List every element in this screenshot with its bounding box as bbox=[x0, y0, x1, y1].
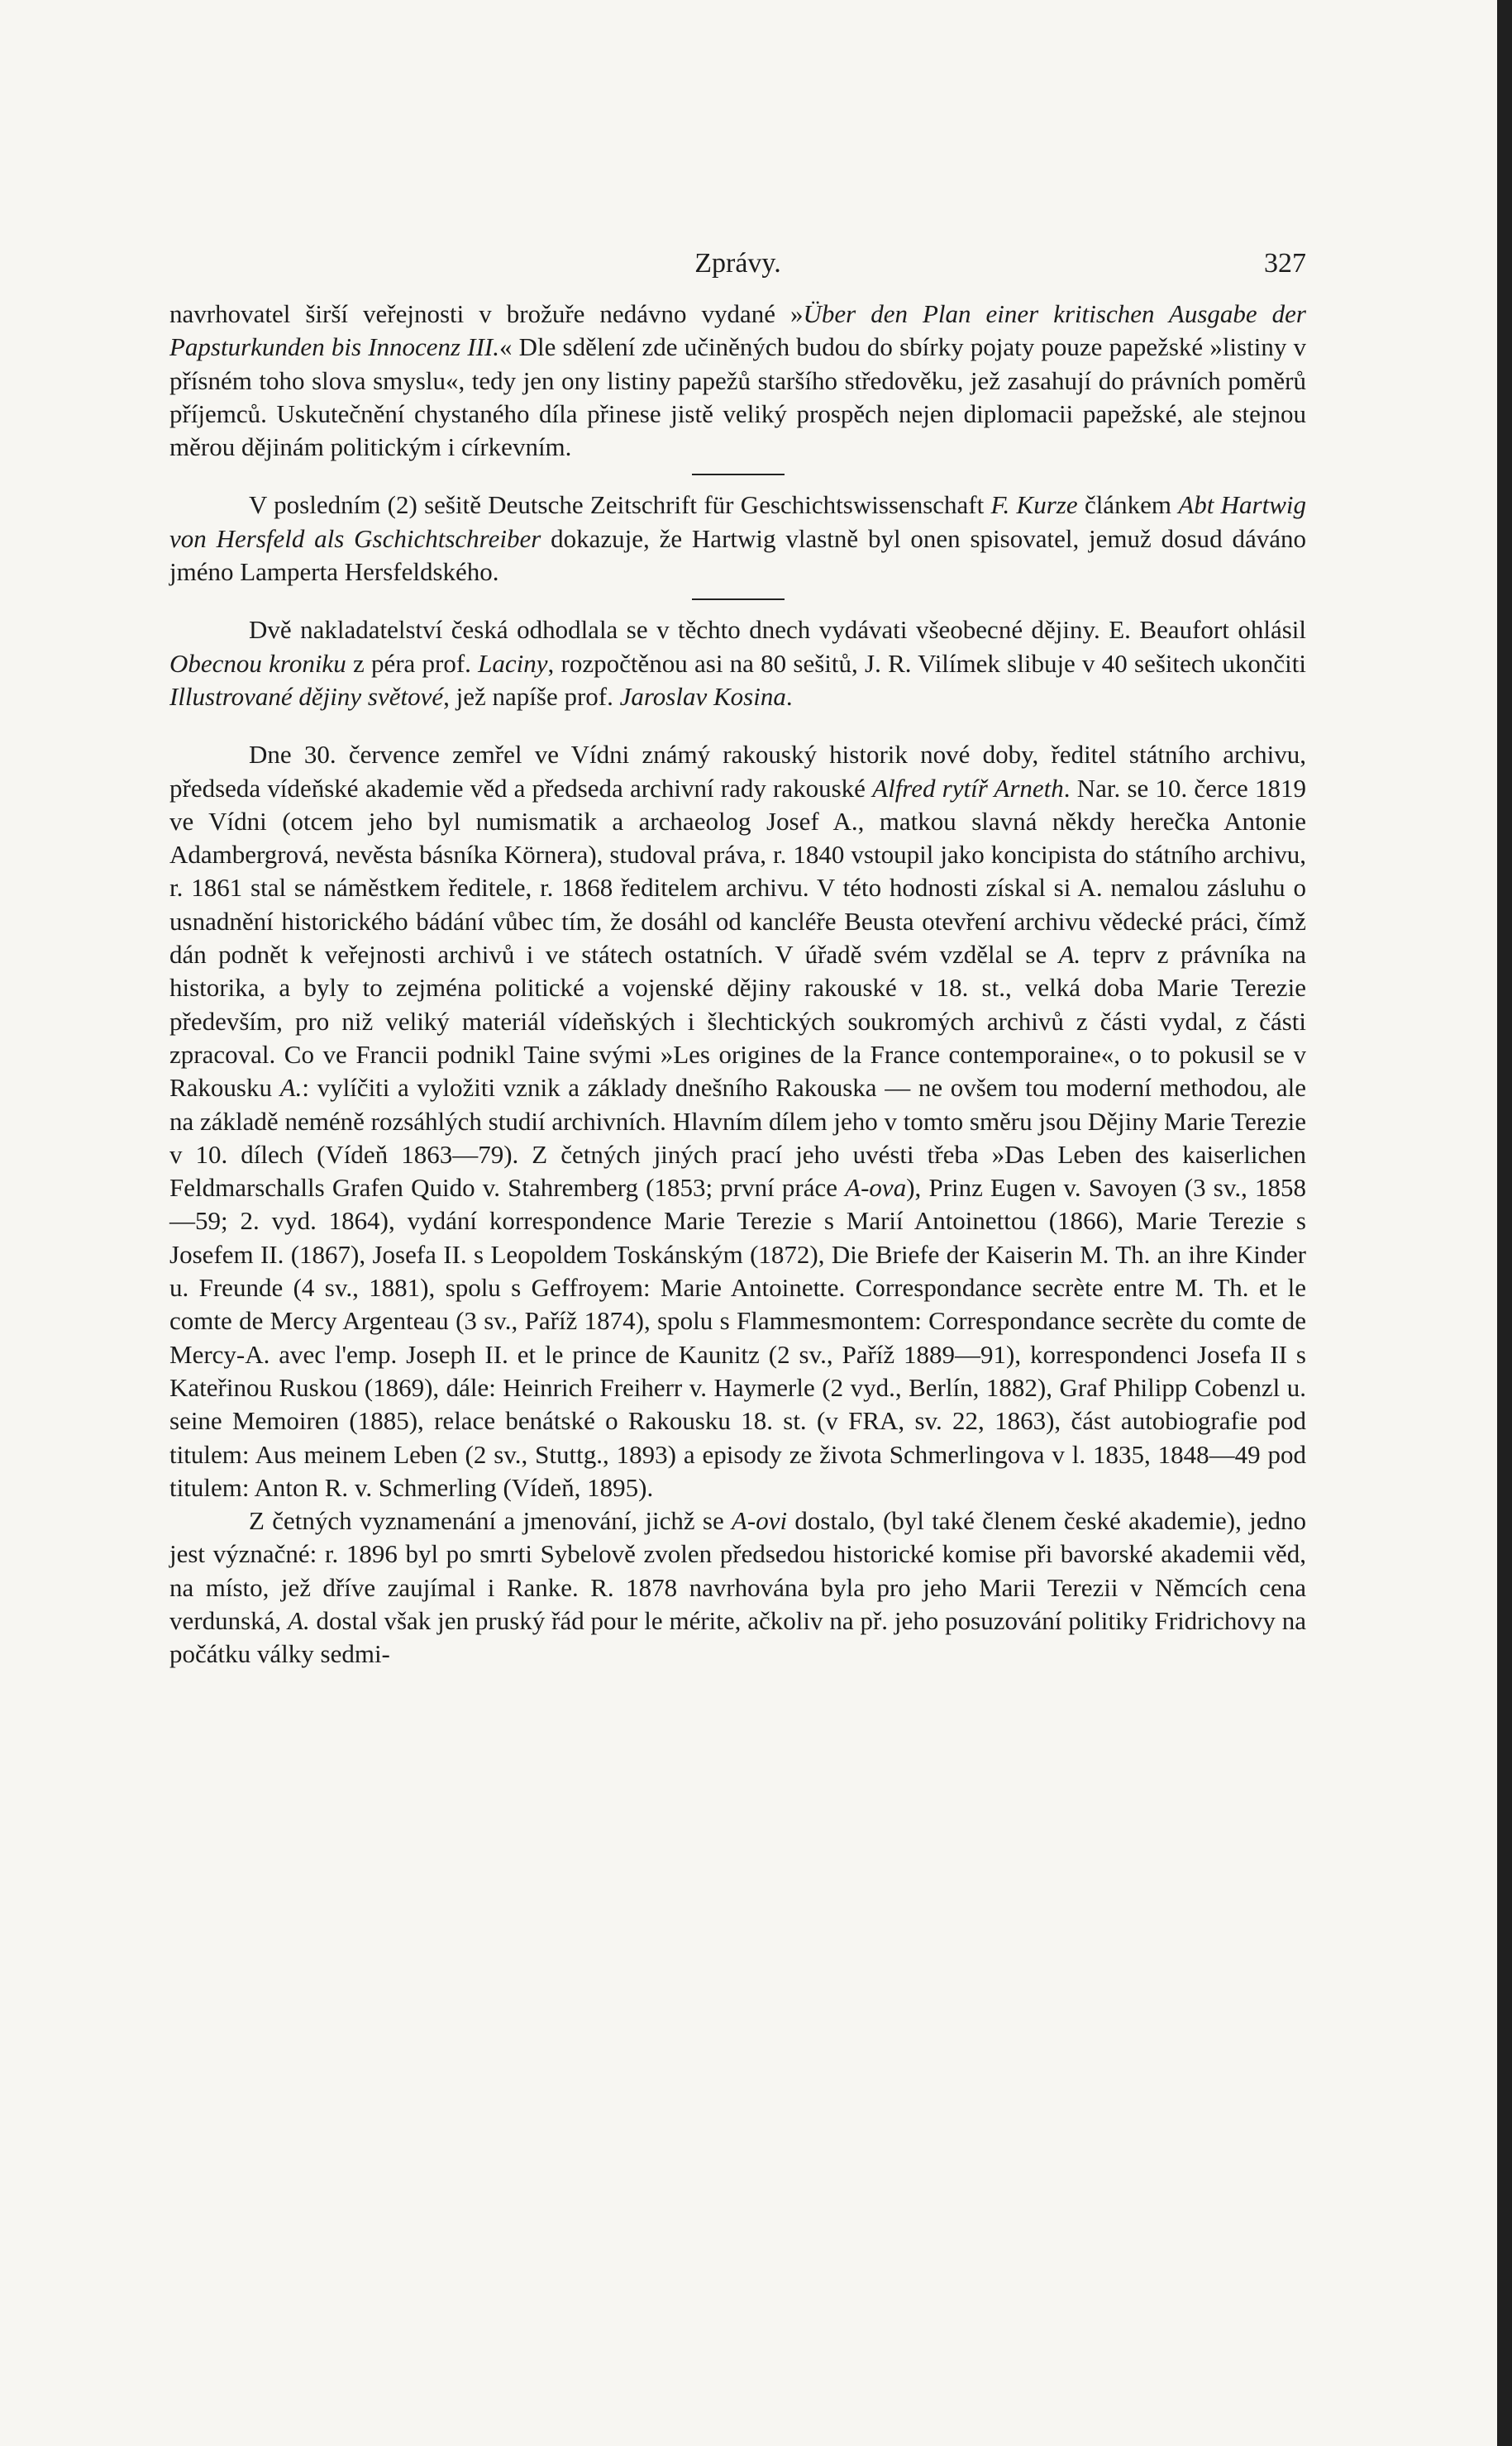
italic-text: F. Kurze bbox=[990, 490, 1078, 520]
italic-text: A. bbox=[279, 1073, 303, 1103]
section-divider bbox=[692, 598, 785, 600]
page-edge-shadow bbox=[1497, 0, 1512, 2446]
section-divider bbox=[692, 474, 785, 475]
paragraph-world-history bbox=[169, 613, 1306, 713]
text-run: dostalo, (byl také členem české akademie), jedno jest význačné: r. 1896 byl po smrti Sybelově zvolen předsedou historické komise při bavorské akademii věd, na místo, jež dříve zaujímal i Ranke. R. 1878 navrhována byla pro jeho Marii Terezii v Němcích cena verdunská, bbox=[169, 1506, 1306, 1635]
italic-text: A. bbox=[288, 1605, 310, 1635]
running-header bbox=[169, 248, 1306, 298]
page-title: Zprávy. bbox=[694, 248, 781, 279]
text-run: . Nar. se 10. čerce 1819 ve Vídni (otcem jeho byl numismatik a archaeolog Josef A., matkou slavná někdy herečka Antonie Adambergrová, nevěsta básníka Körnera), studoval práva, r. 1840 vstoupil jako koncipista do státního archivu, r. 1861 stal se náměstkem ředitele, r. 1868 ředitelem archivu. V této hodnosti získal si A. nemalou zásluhu o usnadnění historického bádání vůbec tím, že dosáhl od kancléře Beusta otevření archivu vědecké práci, čímž dán podnět k veřejnosti archivů i ve státech ostatních. V úřadě svém vzdělal se bbox=[169, 773, 1306, 970]
text-run: « Dle sdělení zde učiněných budou do sbírky pojaty pouze papežské »listiny v přísném toho slova smyslu«, tedy jen ony listiny papežů staršího středověku, jež zasahují do právních poměrů příjemců. Uskutečnění chystaného díla přinese jistě veliký prospěch nejen diplomacii papežské, ale stejnou měrou dějinám politickým i církevním. bbox=[169, 332, 1306, 462]
paragraph-hartwig bbox=[169, 489, 1306, 589]
paragraph-spacer bbox=[169, 713, 1306, 738]
text-run: článkem bbox=[1077, 490, 1179, 520]
text-run: : vylíčiti a vyložiti vznik a základy dnešního Rakouska — ne ovšem tou moderní methodou, ale na základě neméně rozsáhlých studií archivních. Hlavním dílem jeho v tomto směru jsou Dějiny Marie Terezie v 10. dílech (Vídeň 1863—79). Z četných jiných prací jeho uvésti třeba »Das Leben des kaiserlichen Feldmarschalls Grafen Quido v. Stahremberg (1853; první práce bbox=[169, 1073, 1306, 1203]
text-run: Dvě nakladatelství česká odhodlala se v těchto dnech vydávati všeobecné dějiny. E. Beaufort ohlásil bbox=[249, 615, 1306, 645]
italic-text: A-ova bbox=[845, 1173, 907, 1203]
paragraph-arneth-honours bbox=[169, 1504, 1306, 1671]
italic-text: Obecnou kroniku bbox=[169, 648, 346, 678]
italic-text: Über den Plan einer kritischen Ausgabe der Papsturkunden bis Innocenz III. bbox=[169, 299, 1306, 362]
text-run: Z četných vyznamenání a jmenování, jichž se bbox=[249, 1506, 732, 1536]
text-run: Dne 30. července zemřel ve Vídni známý rakouský historik nové doby, ředitel státního archivu, předseda vídeňské akademie věd a předseda archivní rady rakouské bbox=[169, 740, 1306, 803]
text-run: , jež napíše prof. bbox=[443, 681, 620, 711]
paragraph-papal-charters bbox=[169, 298, 1306, 464]
text-run: ), Prinz Eugen v. Savoyen (3 sv., 1858—59; 2. vyd. 1864), vydání korrespondence Marie Terezie s Marií Antoinettou (1866), Marie Terezie s Josefem II. (1867), Josefa II. s Leopoldem Toskánským (1872), Die Briefe der Kaiserin M. Th. an ihre Kinder u. Freunde (4 sv., 1881), spolu s Geffroyem: Marie Antoinette. Correspondance secrète entre M. Th. et le comte de Mercy Argenteau (3 sv., Paříž 1874), spolu s Flammesmontem: Correspondance secrète du comte de Mercy-A. avec l'emp. Joseph II. et le prince de Kaunitz (2 sv., Paříž 1889—91), korrespondenci Josefa II s Kateřinou Ruskou (1869), dále: Heinrich Freiherr v. Haymerle (2 vyd., Berlín, 1882), Graf Philipp Cobenzl u. seine Memoiren (1885), relace benátské o Rakousku 18. st. (v FRA, sv. 22, 1863), část autobiografie pod titulem: Aus meinem Leben (2 sv., Stuttg., 1893) a episody ze života Schmerlingova v l. 1835, 1848—49 pod titulem: Anton R. v. Schmerling (Vídeň, 1895). bbox=[169, 1173, 1306, 1502]
page-number: 327 bbox=[1264, 248, 1306, 279]
text-run: dostal však jen pruský řád pour le mérite, ačkoliv na př. jeho posuzování politiky Fridrichovy na počátku války sedmi- bbox=[169, 1605, 1306, 1669]
text-run: navrhovatel širší veřejnosti v brožuře nedávno vydané » bbox=[169, 299, 804, 328]
text-run: z péra prof. bbox=[346, 648, 479, 678]
text-run: V posledním (2) sešitě Deutsche Zeitschrift für Geschichtswissenschaft bbox=[249, 490, 991, 520]
body-text bbox=[169, 298, 1306, 1671]
document-page bbox=[169, 248, 1306, 1671]
italic-text: A. bbox=[1058, 940, 1081, 970]
text-run: dokazuje, že Hartwig vlastně byl onen spisovatel, jemuž dosud dáváno jméno Lamperta Hersfeldského. bbox=[169, 523, 1307, 587]
italic-text: Abt Hartwig von Hersfeld als Gschichtschreiber bbox=[169, 490, 1306, 553]
italic-text: Jaroslav Kosina bbox=[619, 681, 786, 711]
text-run: , rozpočtěnou asi na 80 sešitů, J. R. Vilímek slibuje v 40 sešitech ukončiti bbox=[547, 648, 1307, 678]
italic-text: Alfred rytíř Arneth bbox=[872, 773, 1064, 803]
italic-text: Laciny bbox=[478, 648, 548, 678]
text-run: teprv z právníka na historika, a byly to zejména politické a vojenské dějiny rakouské v 18. st., velká doba Marie Terezie především, pro niž veliký materiál vídeňských i šlechtických soukromých archivů z části vydal, z části zpracoval. Co ve Francii podnikl Taine svými »Les origines de la France contemporaine«, o to pokusil se v Rakousku bbox=[169, 940, 1306, 1103]
text-run: . bbox=[785, 681, 793, 711]
paragraph-arneth-obituary bbox=[169, 738, 1306, 1504]
italic-text: Illustrované dějiny světové bbox=[169, 681, 444, 711]
italic-text: A-ovi bbox=[731, 1506, 788, 1536]
